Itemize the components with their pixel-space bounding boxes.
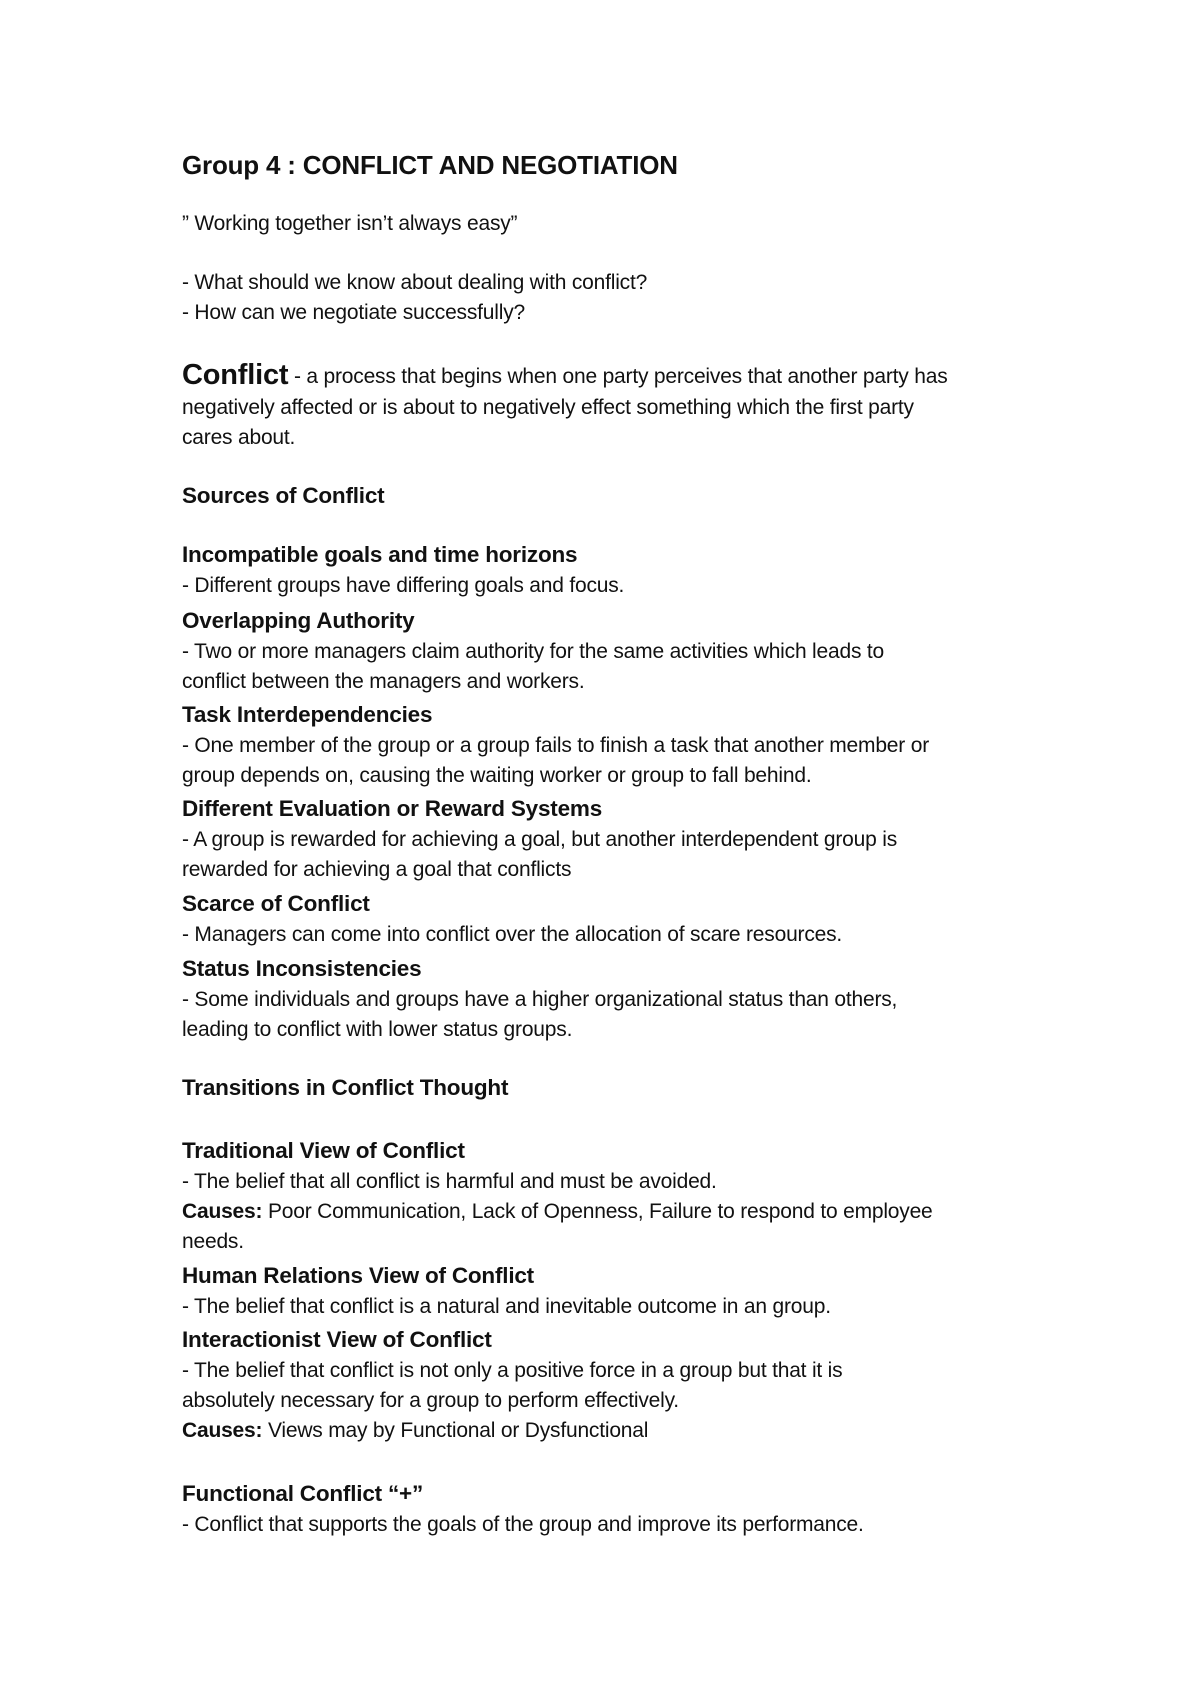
definition-text: negatively affected or is about to negatively effect something which the first party (182, 396, 914, 419)
source-description: - One member of the group or a group fails to finish a task that another member or (182, 734, 929, 757)
definition-text: - a process that begins when one party perceives that another party has (288, 365, 948, 388)
view-title: Traditional View of Conflict (182, 1138, 465, 1163)
source-description: - Managers can come into conflict over the allocation of scare resources. (182, 923, 843, 946)
view-description: absolutely necessary for a group to perform effectively. (182, 1389, 679, 1412)
causes-text: Poor Communication, Lack of Openness, Failure to respond to employee (262, 1200, 933, 1223)
view-description: - The belief that conflict is not only a positive force in a group but that it is (182, 1359, 843, 1382)
source-description: leading to conflict with lower status groups. (182, 1018, 573, 1041)
causes-text: Views may by Functional or Dysfunctional (262, 1419, 649, 1442)
question-item: - What should we know about dealing with conflict? (182, 271, 648, 294)
source-description: rewarded for achieving a goal that conflicts (182, 858, 572, 881)
causes-line (182, 1197, 933, 1227)
source-description: - Some individuals and groups have a higher organizational status than others, (182, 988, 898, 1011)
source-description: group depends on, causing the waiting worker or group to fall behind. (182, 764, 812, 787)
quote-line: ” Working together isn’t always easy” (182, 212, 518, 235)
section-heading-transitions: Transitions in Conflict Thought (182, 1075, 509, 1100)
view-description: - The belief that all conflict is harmful and must be avoided. (182, 1170, 717, 1193)
definition-term: Conflict (182, 359, 289, 391)
view-title: Interactionist View of Conflict (182, 1327, 492, 1352)
view-description: - The belief that conflict is a natural and inevitable outcome in an group. (182, 1295, 831, 1318)
causes-label: Causes: (182, 1419, 263, 1442)
section-heading-sources: Sources of Conflict (182, 483, 385, 508)
source-description: - Two or more managers claim authority for the same activities which leads to (182, 640, 885, 663)
document-title: Group 4 : CONFLICT AND NEGOTIATION (182, 150, 678, 180)
source-title: Task Interdependencies (182, 702, 433, 727)
definition-text: cares about. (182, 426, 296, 449)
view-title: Human Relations View of Conflict (182, 1263, 534, 1288)
source-title: Different Evaluation or Reward Systems (182, 796, 603, 821)
source-title: Incompatible goals and time horizons (182, 542, 578, 567)
functional-conflict-description: - Conflict that supports the goals of the group and improve its performance. (182, 1513, 864, 1536)
source-title: Scarce of Conflict (182, 891, 370, 916)
causes-text: needs. (182, 1230, 244, 1253)
causes-line (182, 1416, 648, 1446)
definition-first-line (182, 360, 948, 392)
source-description: - A group is rewarded for achieving a goal, but another interdependent group is (182, 828, 898, 851)
causes-label: Causes: (182, 1200, 263, 1223)
source-title: Status Inconsistencies (182, 956, 422, 981)
functional-conflict-title: Functional Conflict “+” (182, 1481, 424, 1506)
source-title: Overlapping Authority (182, 608, 415, 633)
source-description: conflict between the managers and workers. (182, 670, 585, 693)
source-description: - Different groups have differing goals and focus. (182, 574, 625, 597)
question-item: - How can we negotiate successfully? (182, 301, 525, 324)
